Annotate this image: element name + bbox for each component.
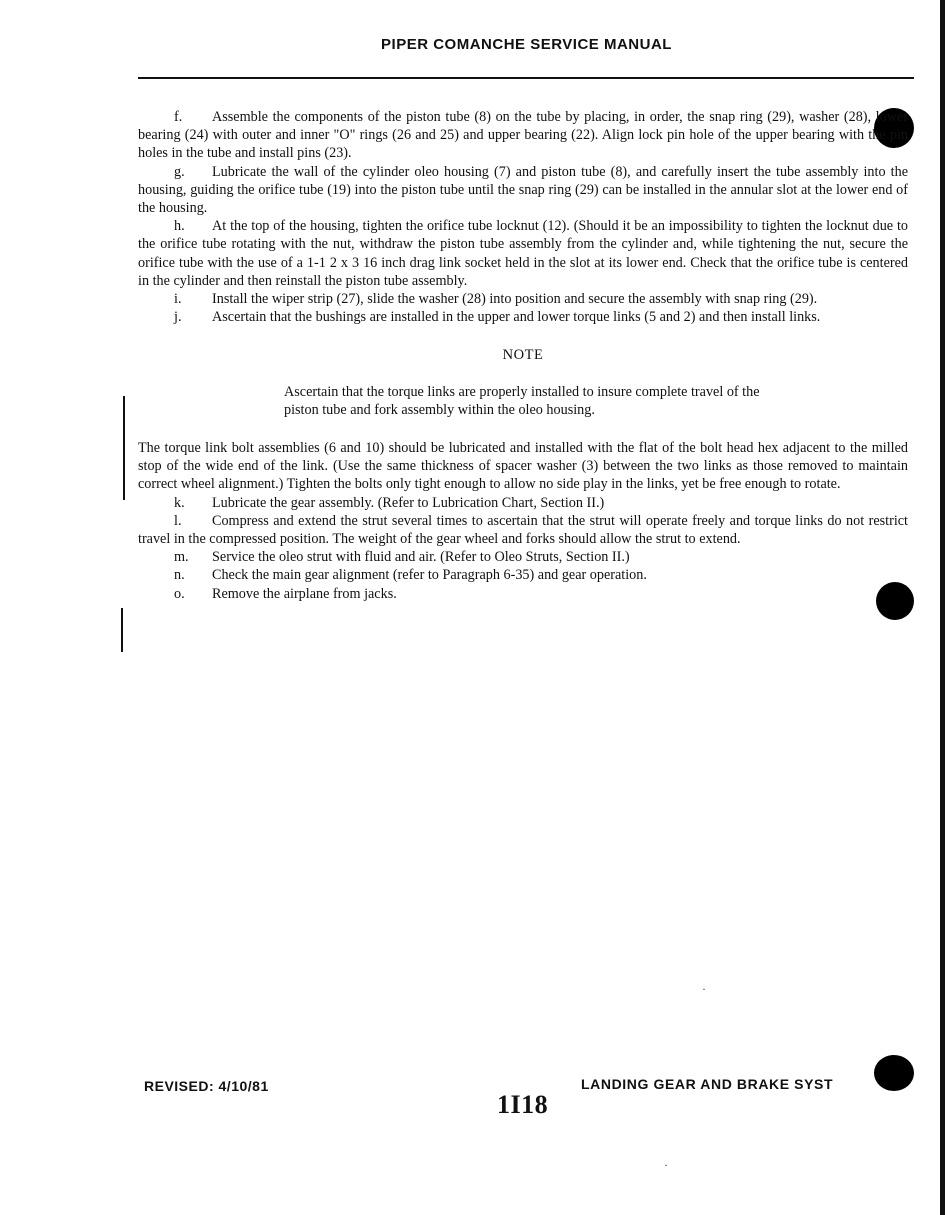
page-edge-rule — [940, 0, 945, 1215]
step-i — [138, 290, 908, 308]
change-bar-step-l — [121, 608, 123, 652]
punch-hole-bottom — [874, 1055, 914, 1091]
step-text: Compress and extend the strut several times to ascertain that the strut will operate freely and torque links do not restrict travel in the compressed position. The weight of the gear wheel and forks should allow the strut to extend. — [138, 512, 908, 548]
note-title: NOTE — [502, 347, 544, 364]
step-o — [138, 585, 908, 603]
torque-link-paragraph: The torque link bolt assemblies (6 and 10) should be lubricated and installed with the flat of the bolt head hex adjacent to the milled stop of the wide end of the link. (Use the same thickness of spacer washer (3) between the two links as those removed to maintain correct wheel alignment.) Tighten the bolts only tight enough to allow no side play in the links, yet be free enough to rotate. — [138, 440, 908, 493]
scan-speck: · — [702, 982, 706, 996]
step-text: Remove the airplane from jacks. — [212, 585, 397, 602]
step-letter: k. — [174, 494, 185, 511]
step-text: Ascertain that the bushings are installed in the upper and lower torque links (5 and 2) and then install links. — [212, 309, 821, 326]
step-text: Lubricate the wall of the cylinder oleo housing (7) and piston tube (8), and carefully insert the tube assembly into the housing, guiding the orifice tube (19) into the piston tube until the snap ring (29) can be installed in the annular slot at the lower end of the housing. — [138, 163, 908, 217]
step-text: Lubricate the gear assembly. (Refer to Lubrication Chart, Section II.) — [212, 494, 605, 511]
step-j — [138, 308, 908, 326]
scan-speck: · — [664, 1158, 668, 1172]
step-m — [138, 548, 908, 566]
step-text: At the top of the housing, tighten the orifice tube locknut (12). (Should it be an impossibility to tighten the locknut due to the orifice tube rotating with the nut, withdraw the piston tube assembly from the cylinder and, while tightening the nut, secure the orifice tube with the use of a 1-1 2 x 3 16 inch drag link socket held in the slot at its lower end. Check that the orifice tube is centered in the cylinder and then reinstall the piston tube assembly. — [138, 218, 908, 289]
step-letter: o. — [174, 585, 185, 602]
step-letter: f. — [174, 109, 183, 125]
step-letter: j. — [174, 309, 182, 326]
body-text — [138, 108, 908, 603]
step-letter: l. — [174, 512, 182, 529]
page-header-title: PIPER COMANCHE SERVICE MANUAL — [381, 36, 672, 53]
step-letter: h. — [174, 218, 185, 235]
step-l — [138, 512, 908, 548]
step-text: Install the wiper strip (27), slide the washer (28) into position and secure the assembly with snap ring (29). — [212, 291, 818, 308]
step-letter: i. — [174, 291, 182, 308]
revised-date: REVISED: 4/10/81 — [144, 1078, 269, 1094]
step-h — [138, 217, 908, 290]
step-text: Service the oleo strut with fluid and air. (Refer to Oleo Struts, Section II.) — [212, 549, 630, 566]
step-g — [138, 163, 908, 218]
page-number: 1I18 — [497, 1090, 549, 1119]
step-letter: g. — [174, 163, 185, 180]
header-divider — [138, 77, 914, 79]
step-text: Assemble the components of the piston tube (8) on the tube by placing, in order, the snap ring (29), washer (28), lower bearing (24) with outer and inner "O" rings (26 and 25) and upper bearing (22). Align lock pin hole of the upper bearing with the pin holes in the tube and install pins (23). — [138, 109, 908, 162]
step-letter: n. — [174, 567, 185, 584]
step-f — [138, 108, 908, 163]
step-letter: m. — [174, 549, 189, 566]
note-text: Ascertain that the torque links are properly installed to insure complete travel of the piston tube and fork assembly within the oleo housing. — [284, 383, 760, 418]
step-text: Check the main gear alignment (refer to Paragraph 6-35) and gear operation. — [212, 567, 647, 584]
change-bar-note — [123, 396, 125, 500]
step-k — [138, 494, 908, 512]
section-title: LANDING GEAR AND BRAKE SYST — [581, 1076, 834, 1092]
step-n — [138, 566, 908, 584]
